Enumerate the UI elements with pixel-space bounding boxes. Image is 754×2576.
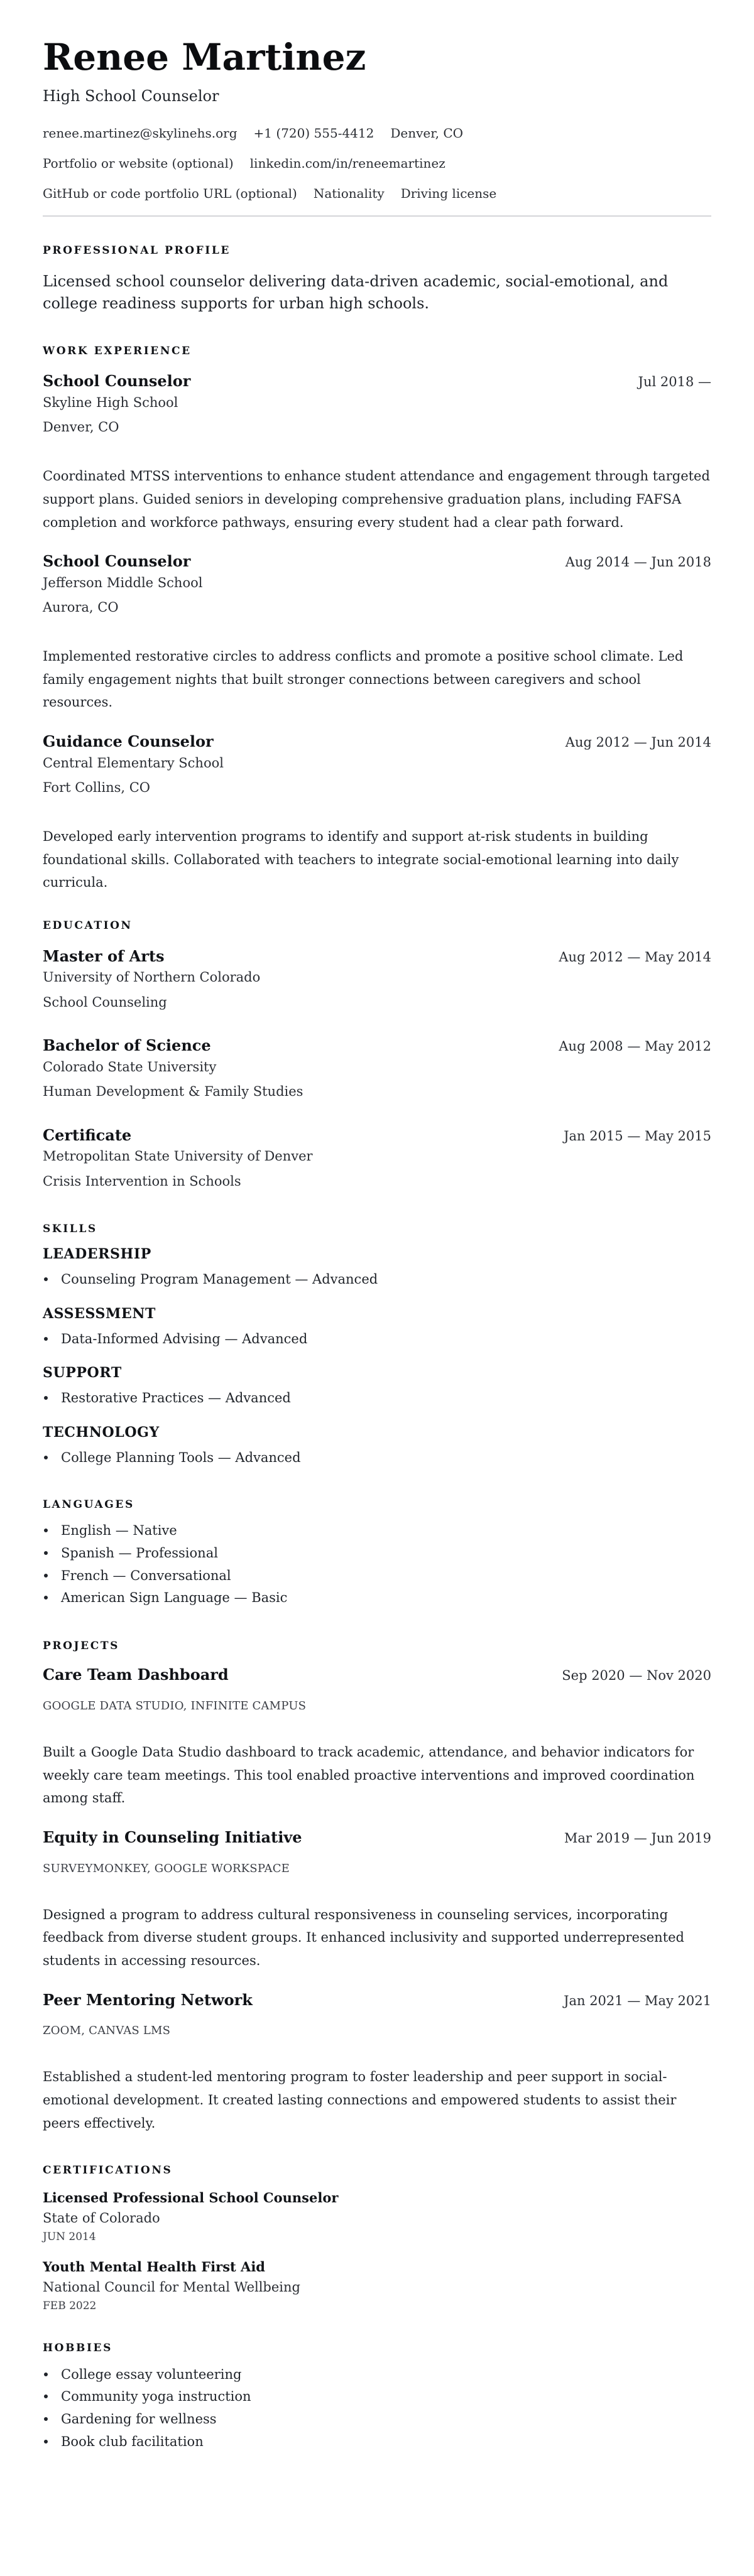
- header-divider: [43, 215, 711, 217]
- job-dates: Jul 2018 —: [638, 374, 711, 390]
- field-of-study: School Counseling: [43, 994, 167, 1010]
- candidate-name: Renee Martinez: [43, 36, 366, 78]
- hobby-item: College essay volunteering: [43, 2364, 711, 2386]
- project-dates: Mar 2019 — Jun 2019: [564, 1831, 711, 1846]
- skill-group: [43, 1304, 711, 1351]
- section-title: WORK EXPERIENCE: [43, 344, 192, 357]
- certification-entry: [43, 2257, 711, 2315]
- section-title: LANGUAGES: [43, 1498, 134, 1511]
- project-description: Designed a program to address cultural responsiveness in counseling services, incorporating feedback from diverse student groups. It enhanced inclusivity and supported underrepresented students in accessing resources.: [43, 1907, 685, 1969]
- school: University of Northern Colorado: [43, 970, 261, 985]
- skill-list: [43, 1328, 711, 1351]
- field-of-study: Crisis Intervention in Schools: [43, 1174, 241, 1189]
- hobby-item: Community yoga instruction: [43, 2386, 711, 2408]
- hobby-list: [43, 2364, 711, 2454]
- education-entry: [43, 1036, 711, 1103]
- section-title: HOBBIES: [43, 2342, 112, 2355]
- experience-entry: [43, 551, 711, 714]
- job-location: Denver, CO: [43, 419, 119, 435]
- portfolio-placeholder: Portfolio or website (optional): [43, 155, 234, 171]
- section-hobbies: [43, 2342, 711, 2453]
- certification-issuer: State of Colorado: [43, 2211, 160, 2226]
- section-title: CERTIFICATIONS: [43, 2163, 173, 2177]
- degree: Bachelor of Science: [43, 1036, 211, 1055]
- contact-row: [43, 185, 711, 202]
- section-certifications: [43, 2164, 711, 2315]
- project-entry: [43, 1990, 711, 2135]
- section-languages: [43, 1498, 711, 1610]
- certification-name: Licensed Professional School Counselor: [43, 2189, 339, 2205]
- job-location: Fort Collins, CO: [43, 780, 151, 796]
- section-education: [43, 919, 711, 1192]
- resume-header: [43, 38, 711, 217]
- profile-summary: Licensed school counselor delivering data-driven academic, social-emotional, and college readiness supports for urban high schools.: [43, 273, 669, 313]
- employer: Jefferson Middle School: [43, 575, 203, 590]
- project-dates: Sep 2020 — Nov 2020: [562, 1668, 711, 1684]
- job-title: School Counselor: [43, 372, 191, 391]
- candidate-headline: High School Counselor: [43, 87, 219, 105]
- skill-list: [43, 1269, 711, 1291]
- project-tech: ZOOM, CANVAS LMS: [43, 2024, 171, 2038]
- project-dates: Jan 2021 — May 2021: [564, 1993, 711, 2008]
- phone-number[interactable]: +1 (720) 555-4412: [253, 125, 374, 141]
- contact-row: [43, 155, 711, 171]
- skill-group-title: SUPPORT: [43, 1365, 122, 1382]
- education-entry: [43, 946, 711, 1014]
- project-name: Peer Mentoring Network: [43, 1990, 253, 2009]
- contact-info: [43, 125, 711, 202]
- project-name: Care Team Dashboard: [43, 1665, 229, 1684]
- employer: Skyline High School: [43, 394, 178, 410]
- project-entry: [43, 1827, 711, 1973]
- github-placeholder: GitHub or code portfolio URL (optional): [43, 185, 297, 201]
- linkedin-link[interactable]: linkedin.com/in/reneemartinez: [249, 155, 445, 171]
- project-name: Equity in Counseling Initiative: [43, 1828, 302, 1847]
- degree: Master of Arts: [43, 946, 165, 965]
- certification-date: JUN 2014: [43, 2231, 96, 2244]
- language-item: English — Native: [43, 1520, 711, 1542]
- project-entry: [43, 1665, 711, 1810]
- experience-entry: [43, 732, 711, 894]
- job-description: Coordinated MTSS interventions to enhance student attendance and engagement through targeted support plans. Guided seniors in developing comprehensive graduation plans, including FAFSA completion and workforce pathways, ensuring every student had a clear path forward.: [43, 468, 710, 530]
- skill-group-title: TECHNOLOGY: [43, 1424, 160, 1441]
- job-description: Implemented restorative circles to address conflicts and promote a positive school climate. Led family engagement nights that built stronger connections between caregivers and school resources.: [43, 648, 684, 710]
- degree: Certificate: [43, 1125, 132, 1144]
- certification-issuer: National Council for Mental Wellbeing: [43, 2280, 300, 2295]
- education-dates: Aug 2012 — May 2014: [559, 949, 711, 965]
- section-experience: [43, 345, 711, 894]
- language-item: American Sign Language — Basic: [43, 1587, 711, 1610]
- skill-group: [43, 1244, 711, 1291]
- skill-group: [43, 1363, 711, 1410]
- skill-group: [43, 1422, 711, 1469]
- hobby-item: Book club facilitation: [43, 2431, 711, 2454]
- contact-row: [43, 125, 711, 141]
- skill-item: Data-Informed Advising — Advanced: [43, 1328, 711, 1351]
- project-tech: GOOGLE DATA STUDIO, INFINITE CAMPUS: [43, 1699, 307, 1713]
- job-dates: Aug 2012 — Jun 2014: [565, 735, 711, 750]
- project-description: Built a Google Data Studio dashboard to track academic, attendance, and behavior indicators for weekly care team meetings. This tool enabled proactive interventions and improved coordination among staff.: [43, 1744, 695, 1806]
- skill-item: College Planning Tools — Advanced: [43, 1447, 711, 1469]
- skill-list: [43, 1387, 711, 1410]
- section-title: EDUCATION: [43, 919, 133, 933]
- skill-group-title: ASSESSMENT: [43, 1305, 156, 1322]
- job-title: Guidance Counselor: [43, 732, 214, 751]
- job-description: Developed early intervention programs to identify and support at-risk students in building foundational skills. Collaborated with teachers to integrate social-emotional learning into daily curricula.: [43, 828, 679, 890]
- section-title: SKILLS: [43, 1222, 97, 1235]
- certification-entry: [43, 2188, 711, 2246]
- experience-entry: [43, 371, 711, 534]
- section-profile: [43, 244, 711, 315]
- school: Colorado State University: [43, 1059, 217, 1074]
- skill-group-title: LEADERSHIP: [43, 1246, 151, 1263]
- school: Metropolitan State University of Denver: [43, 1149, 313, 1164]
- job-title: School Counselor: [43, 552, 191, 571]
- language-item: French — Conversational: [43, 1565, 711, 1588]
- education-dates: Aug 2008 — May 2012: [559, 1039, 711, 1054]
- section-title: PROJECTS: [43, 1639, 119, 1652]
- email-link[interactable]: renee.martinez@skylinehs.org: [43, 125, 238, 141]
- nationality-placeholder: Nationality: [313, 185, 385, 201]
- project-tech: SURVEYMONKEY, GOOGLE WORKSPACE: [43, 1861, 290, 1875]
- language-item: Spanish — Professional: [43, 1542, 711, 1565]
- field-of-study: Human Development & Family Studies: [43, 1084, 303, 1100]
- job-location: Aurora, CO: [43, 600, 119, 615]
- section-title: PROFESSIONAL PROFILE: [43, 244, 231, 257]
- job-dates: Aug 2014 — Jun 2018: [565, 555, 711, 570]
- language-list: [43, 1520, 711, 1610]
- skill-list: [43, 1447, 711, 1469]
- project-description: Established a student-led mentoring program to foster leadership and peer support in social-emotional development. It created lasting connections and empowered students to assist their peers effectively.: [43, 2069, 677, 2131]
- education-dates: Jan 2015 — May 2015: [564, 1128, 711, 1144]
- skill-item: Restorative Practices — Advanced: [43, 1387, 711, 1410]
- certification-name: Youth Mental Health First Aid: [43, 2258, 265, 2275]
- location: Denver, CO: [390, 125, 464, 141]
- employer: Central Elementary School: [43, 755, 224, 771]
- driving-license-placeholder: Driving license: [400, 185, 497, 201]
- certification-date: FEB 2022: [43, 2299, 97, 2312]
- section-skills: [43, 1223, 711, 1469]
- section-projects: [43, 1640, 711, 2135]
- skill-item: Counseling Program Management — Advanced: [43, 1269, 711, 1291]
- hobby-item: Gardening for wellness: [43, 2408, 711, 2431]
- education-entry: [43, 1125, 711, 1193]
